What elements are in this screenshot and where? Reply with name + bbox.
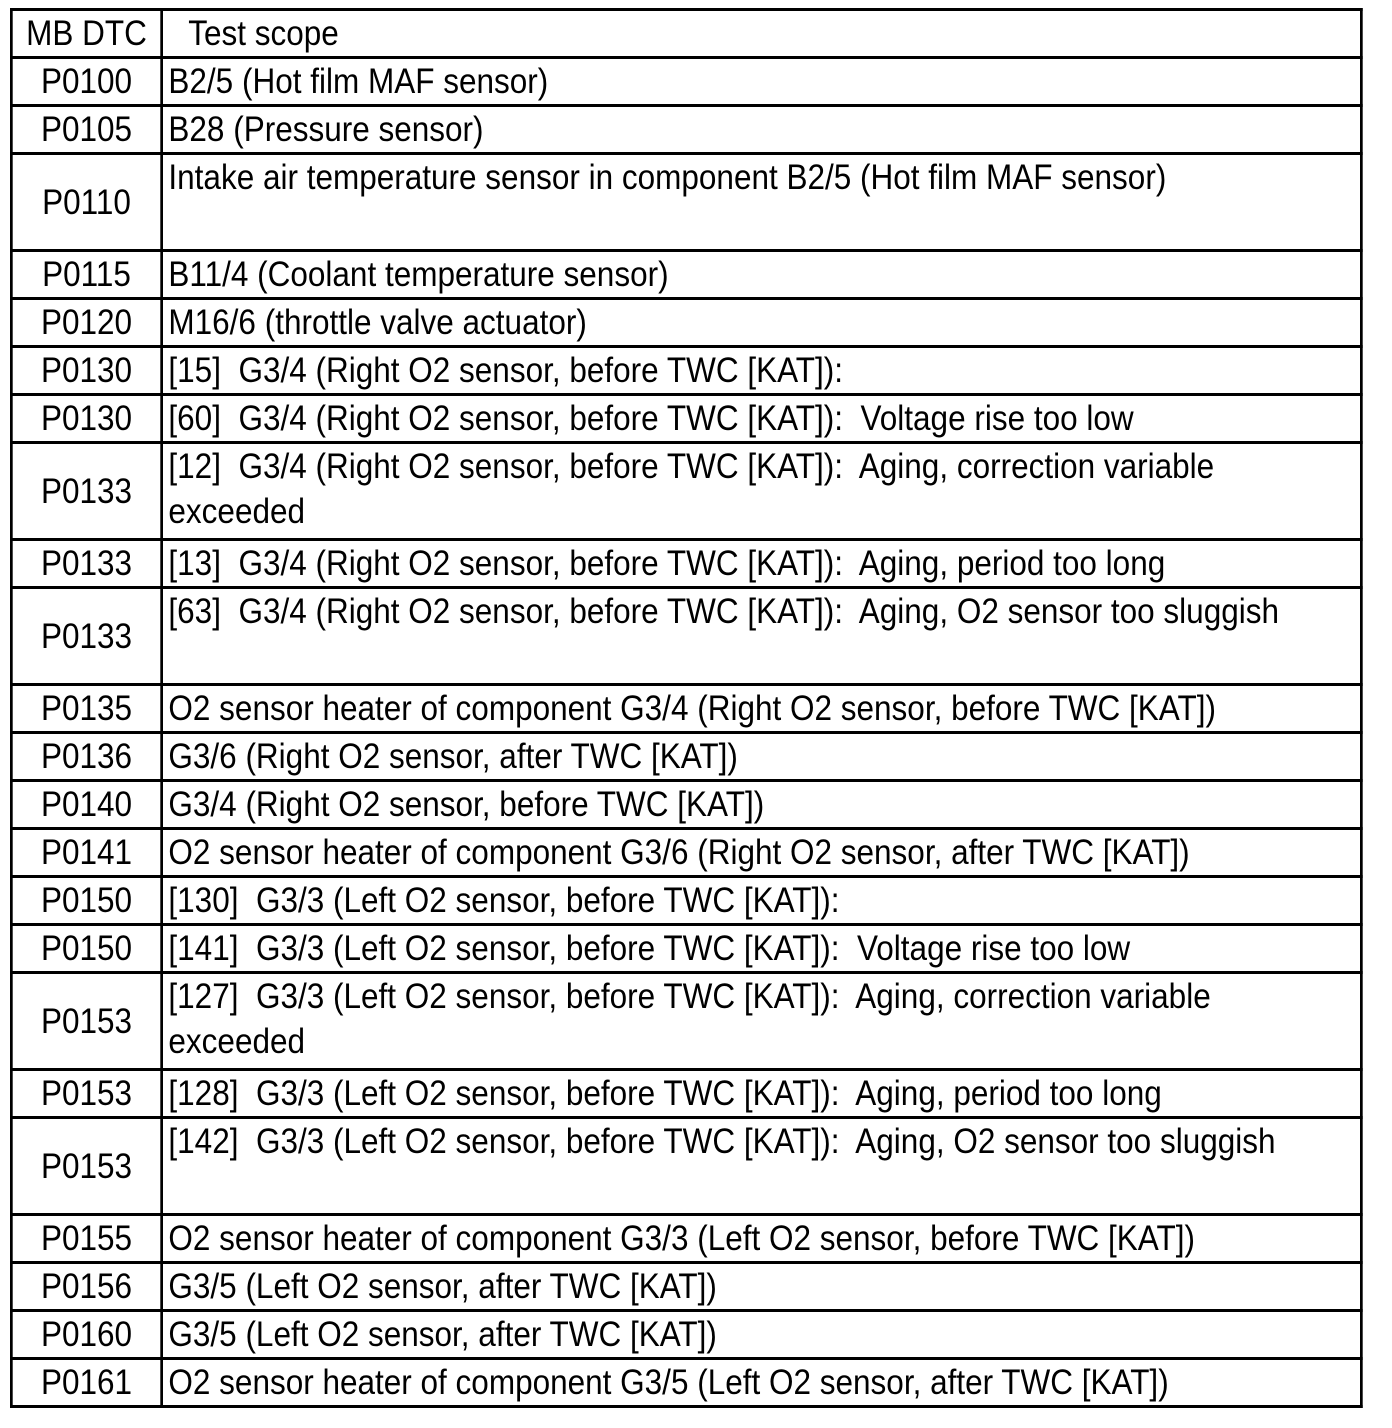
test-scope-cell: [12] G3/4 (Right O2 sensor, before TWC [KAT]): Aging, correction variable exceeded bbox=[162, 443, 1362, 540]
dtc-code-cell: P0130 bbox=[11, 347, 161, 395]
dtc-code-cell: P0155 bbox=[11, 1215, 161, 1263]
dtc-code-cell: P0120 bbox=[11, 299, 161, 347]
dtc-code-cell: P0133 bbox=[11, 540, 161, 588]
test-scope-cell: G3/5 (Left O2 sensor, after TWC [KAT]) bbox=[162, 1263, 1362, 1311]
test-scope-cell: [60] G3/4 (Right O2 sensor, before TWC [KAT]): Voltage rise too low bbox=[162, 395, 1362, 443]
dtc-code-cell: P0161 bbox=[11, 1359, 161, 1407]
dtc-code-cell: P0100 bbox=[11, 58, 161, 106]
table-row bbox=[11, 1359, 1361, 1407]
test-scope-cell: G3/6 (Right O2 sensor, after TWC [KAT]) bbox=[162, 733, 1362, 781]
test-scope-cell: [130] G3/3 (Left O2 sensor, before TWC [KAT]): bbox=[162, 877, 1362, 925]
dtc-code-cell: P0105 bbox=[11, 106, 161, 154]
table-row bbox=[11, 1118, 1361, 1215]
test-scope-cell: O2 sensor heater of component G3/5 (Left O2 sensor, after TWC [KAT]) bbox=[162, 1359, 1362, 1407]
dtc-code-cell: P0156 bbox=[11, 1263, 161, 1311]
dtc-code-cell: P0150 bbox=[11, 925, 161, 973]
test-scope-cell: G3/5 (Left O2 sensor, after TWC [KAT]) bbox=[162, 1311, 1362, 1359]
table-row bbox=[11, 781, 1361, 829]
table-row bbox=[11, 443, 1361, 540]
test-scope-cell: [127] G3/3 (Left O2 sensor, before TWC [KAT]): Aging, correction variable exceeded bbox=[162, 973, 1362, 1070]
dtc-code-cell: P0110 bbox=[11, 154, 161, 251]
dtc-code-cell: P0153 bbox=[11, 1070, 161, 1118]
test-scope-cell: [142] G3/3 (Left O2 sensor, before TWC [KAT]): Aging, O2 sensor too sluggish bbox=[162, 1118, 1362, 1215]
table-row bbox=[11, 877, 1361, 925]
test-scope-cell: [15] G3/4 (Right O2 sensor, before TWC [KAT]): bbox=[162, 347, 1362, 395]
column-header-mb-dtc: MB DTC bbox=[11, 10, 161, 58]
table-row bbox=[11, 395, 1361, 443]
test-scope-cell: [13] G3/4 (Right O2 sensor, before TWC [KAT]): Aging, period too long bbox=[162, 540, 1362, 588]
test-scope-cell: [141] G3/3 (Left O2 sensor, before TWC [KAT]): Voltage rise too low bbox=[162, 925, 1362, 973]
table-row bbox=[11, 1070, 1361, 1118]
table-row bbox=[11, 299, 1361, 347]
test-scope-cell: O2 sensor heater of component G3/4 (Right O2 sensor, before TWC [KAT]) bbox=[162, 685, 1362, 733]
dtc-code-cell: P0130 bbox=[11, 395, 161, 443]
test-scope-cell: O2 sensor heater of component G3/6 (Right O2 sensor, after TWC [KAT]) bbox=[162, 829, 1362, 877]
test-scope-cell: B2/5 (Hot film MAF sensor) bbox=[162, 58, 1362, 106]
dtc-code-cell: P0153 bbox=[11, 1118, 161, 1215]
dtc-code-cell: P0153 bbox=[11, 973, 161, 1070]
table-row bbox=[11, 106, 1361, 154]
dtc-table bbox=[10, 8, 1363, 1408]
test-scope-cell: O2 sensor heater of component G3/3 (Left O2 sensor, before TWC [KAT]) bbox=[162, 1215, 1362, 1263]
dtc-code-cell: P0136 bbox=[11, 733, 161, 781]
table-row bbox=[11, 540, 1361, 588]
table-row bbox=[11, 1263, 1361, 1311]
test-scope-cell: G3/4 (Right O2 sensor, before TWC [KAT]) bbox=[162, 781, 1362, 829]
table-row bbox=[11, 973, 1361, 1070]
test-scope-cell: [63] G3/4 (Right O2 sensor, before TWC [KAT]): Aging, O2 sensor too sluggish bbox=[162, 588, 1362, 685]
table-row bbox=[11, 588, 1361, 685]
dtc-code-cell: P0140 bbox=[11, 781, 161, 829]
test-scope-cell: Intake air temperature sensor in component B2/5 (Hot film MAF sensor) bbox=[162, 154, 1362, 251]
table-row bbox=[11, 1311, 1361, 1359]
dtc-code-cell: P0141 bbox=[11, 829, 161, 877]
table-row bbox=[11, 251, 1361, 299]
table-row bbox=[11, 58, 1361, 106]
dtc-code-cell: P0160 bbox=[11, 1311, 161, 1359]
dtc-code-cell: P0135 bbox=[11, 685, 161, 733]
table-row bbox=[11, 154, 1361, 251]
dtc-code-cell: P0115 bbox=[11, 251, 161, 299]
test-scope-cell: M16/6 (throttle valve actuator) bbox=[162, 299, 1362, 347]
table-row bbox=[11, 1215, 1361, 1263]
dtc-code-cell: P0133 bbox=[11, 588, 161, 685]
test-scope-cell: B11/4 (Coolant temperature sensor) bbox=[162, 251, 1362, 299]
dtc-code-cell: P0133 bbox=[11, 443, 161, 540]
test-scope-cell: B28 (Pressure sensor) bbox=[162, 106, 1362, 154]
table-row bbox=[11, 347, 1361, 395]
header-row bbox=[11, 10, 1361, 58]
table-row bbox=[11, 829, 1361, 877]
dtc-code-cell: P0150 bbox=[11, 877, 161, 925]
column-header-test-scope: Test scope bbox=[162, 10, 1362, 58]
test-scope-cell: [128] G3/3 (Left O2 sensor, before TWC [KAT]): Aging, period too long bbox=[162, 1070, 1362, 1118]
table-row bbox=[11, 925, 1361, 973]
table-row bbox=[11, 685, 1361, 733]
table-row bbox=[11, 733, 1361, 781]
